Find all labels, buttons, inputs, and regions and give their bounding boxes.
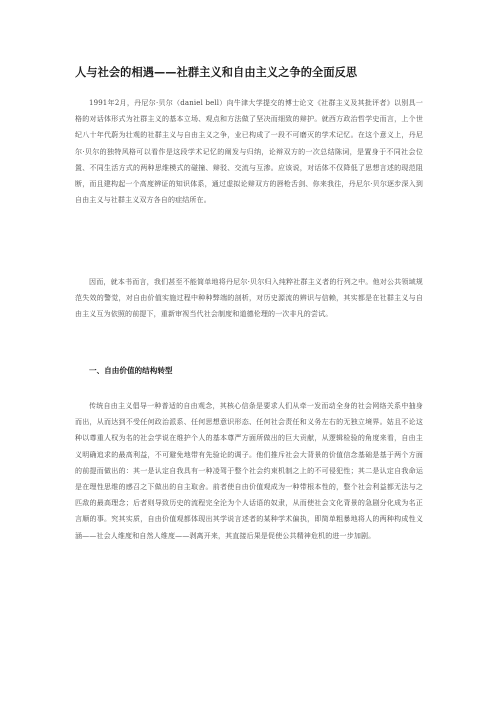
body-paragraph: 传统自由主义倡导一种普适的自由观念，其核心信条是要求人们从牵一发而动全身的社会网络关系中抽身而出，从而达到不受任何政治派系、任何思想意识形态、任何社会责任和义务左右的无独立境界。姑且不论这种以尊重人权为名的社会学说在维护个人的基本尊严方面所做出的巨大贡献，从逻辑检验的角度来看，自由主义明确追求的最高利益，不可避免地带有先验论的调子。他们推斥社会大背景的价值信念基础是基于两个方面的前提而做出的：其一是认定自我具有一种凌驾于整个社会约束机制之上的不可侵犯性；其二是认定自我命运是在理性思维的感召之下做出的自主取舍。前者使自由价值观成为一种带根本性的，整个社会利益都无法与之匹敌的最高理念；后者则导致历史的流程完全沦为个人话语的奴隶，从而使社会文化背景的急剧分化成为名正言顺的事。究其实质，自由价值观都体现出其学说言述者的某种学术偏执，即简单粗暴地将人的两种构成性义涵——社会人维度和自然人维度——剥离开来，其直接后果是促使公共精神危机的进一步加剧。 <box>75 402 423 540</box>
body-paragraph: 因而，就本书而言，我们甚至不能简单地将丹尼尔·贝尔归入纯粹社群主义者的行列之中。他对公共领域规范失效的警觉，对自由价值实施过程中种种弊端的剖析，对历史源流的辨识与信赖，其实都是在社群主义与自由主义互为依照的前提下，重新审视当代社会制度和道德伦理的一次非凡的尝试。 <box>75 278 423 319</box>
section-heading: 一、自由价值的结构转型 <box>89 366 173 375</box>
document-title: 人与社会的相遇——社群主义和自由主义之争的全面反思 <box>75 66 358 79</box>
body-paragraph: 1991年2月，丹尼尔·贝尔（daniel bell）向牛津大学提交的博士论文《社群主义及其批评者》以别具一格的对话体形式为社群主义的基本立场、观点和方法做了坚决而细致的辩护。就西方政治哲学史而言，上个世纪八十年代蔚为壮观的社群主义与自由主义之争，业已构成了一段不可磨灭的学术记忆。在这个意义上，丹尼尔·贝尔的独特风格可以看作是这段学术记忆的阐发与归纳，论辩双方的一次总结陈词，是置身于不同社会位置、不同生活方式的两种思维模式的碰撞、辩驳、交流与互渗。应该说，对话体不仅降低了思想言述的现范阻断，而且建构起一个高度辨证的知识体系，通过虚拟论辩双方的唇枪舌剑、你来我往，丹尼尔·贝尔逐步深入到自由主义与社群主义双方各自的症结所在。 <box>75 99 423 205</box>
